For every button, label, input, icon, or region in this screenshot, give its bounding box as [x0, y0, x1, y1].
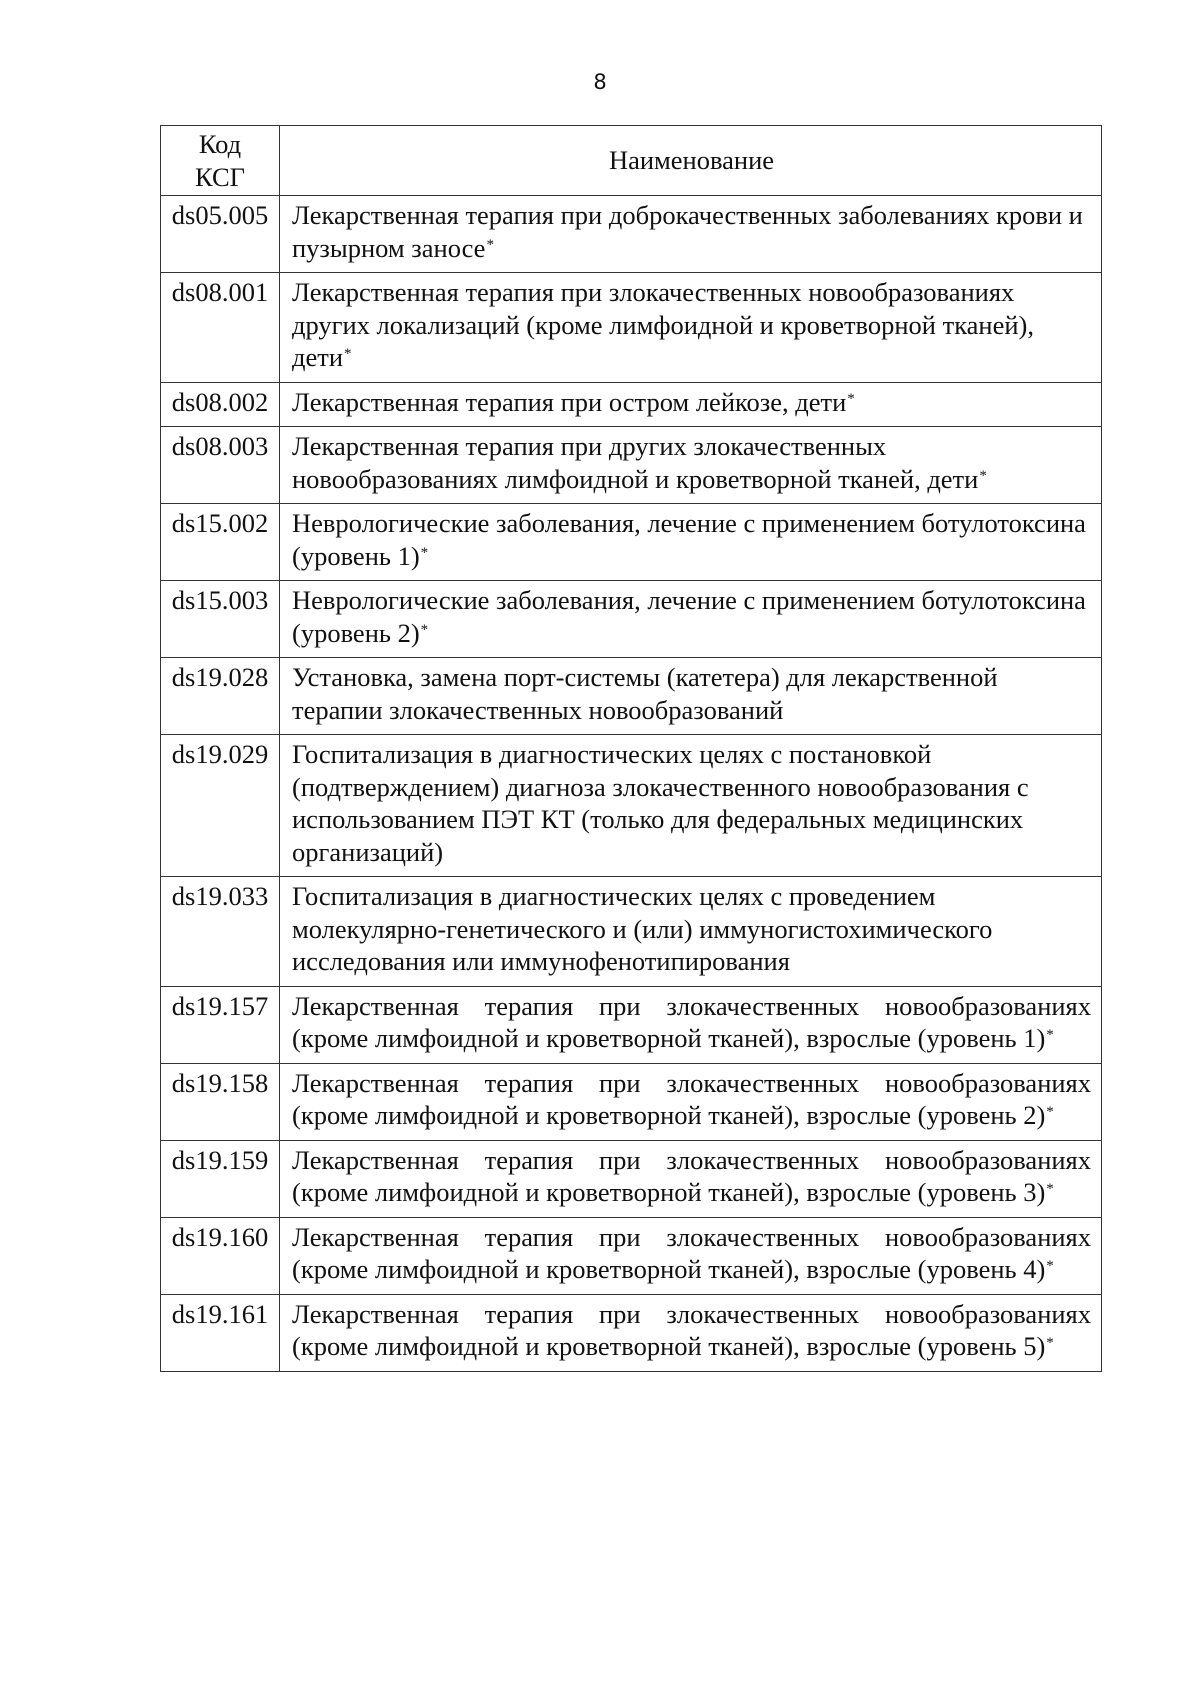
ksg-name-text: Госпитализация в диагностических целях с постановкой (подтверждением) диагноза злокачественного новообразования с использованием ПЭТ КТ (только для федеральных медицинских организаций)	[292, 739, 1029, 867]
ksg-name-text: Лекарственная терапия при остром лейкозе, дети	[292, 386, 847, 417]
footnote-asterisk: *	[486, 236, 494, 253]
ksg-name-text: Лекарственная терапия при доброкачественных заболеваниях крови и пузырном заносе	[292, 200, 1083, 263]
ksg-name-text: Лекарственная терапия при злокачественных новообразованиях (кроме лимфоидной и кроветворной тканей), взрослые (уровень 3)	[292, 1144, 1091, 1207]
ksg-name-text: Лекарственная терапия при злокачественных новообразованиях (кроме лимфоидной и кроветворной тканей), взрослые (уровень 2)	[292, 1067, 1091, 1130]
ksg-name-text: Лекарственная терапия при злокачественных новообразованиях (кроме лимфоидной и кроветворной тканей), взрослые (уровень 1)	[292, 990, 1091, 1053]
ksg-code-cell: ds15.002	[161, 504, 280, 581]
ksg-name-cell	[280, 581, 1102, 658]
table-row	[161, 658, 1102, 735]
table-row	[161, 986, 1102, 1063]
header-name-label: Наименование	[608, 145, 775, 176]
ksg-name-cell	[280, 1063, 1102, 1140]
ksg-code-cell: ds08.002	[161, 382, 280, 427]
table-row	[161, 382, 1102, 427]
header-name-cell	[280, 126, 1102, 196]
ksg-name-text: Лекарственная терапия при злокачественных новообразованиях (кроме лимфоидной и кроветворной тканей), взрослые (уровень 4)	[292, 1221, 1091, 1284]
ksg-code-cell: ds19.157	[161, 986, 280, 1063]
ksg-name-text: Неврологические заболевания, лечение с применением ботулотоксина (уровень 1)	[292, 508, 1086, 571]
footnote-asterisk: *	[1046, 1104, 1054, 1120]
ksg-name-cell	[280, 1294, 1102, 1371]
table-row	[161, 1217, 1102, 1294]
footnote-asterisk: *	[344, 346, 352, 362]
ksg-name-text: Лекарственная терапия при других злокачественных новообразованиях лимфоидной и кроветворной тканей, дети	[292, 431, 979, 494]
ksg-name-cell	[280, 504, 1102, 581]
table-row	[161, 196, 1102, 273]
ksg-code-cell: ds19.160	[161, 1217, 280, 1294]
table-row	[161, 735, 1102, 877]
ksg-name-cell	[280, 196, 1102, 273]
footnote-asterisk: *	[420, 544, 429, 561]
footnote-asterisk: *	[1046, 1181, 1054, 1197]
footnote-asterisk: *	[1046, 1258, 1054, 1274]
table-row	[161, 877, 1102, 987]
table-row	[161, 1294, 1102, 1371]
ksg-name-cell	[280, 877, 1102, 987]
table-row	[161, 581, 1102, 658]
ksg-name-text: Лекарственная терапия при злокачественных новообразованиях других локализаций (кроме лимфоидной и кроветворной тканей), дети	[292, 277, 1034, 372]
ksg-name-cell	[280, 735, 1102, 877]
table-row	[161, 504, 1102, 581]
ksg-table	[160, 125, 1102, 1372]
page-number: 8	[593, 70, 607, 94]
ksg-code-cell: ds19.159	[161, 1140, 280, 1217]
ksg-code-cell: ds19.158	[161, 1063, 280, 1140]
ksg-name-cell	[280, 273, 1102, 383]
ksg-name-cell	[280, 427, 1102, 504]
ksg-name-text: Лекарственная терапия при злокачественных новообразованиях (кроме лимфоидной и кроветворной тканей), взрослые (уровень 5)	[292, 1298, 1091, 1361]
ksg-code-cell: ds19.033	[161, 877, 280, 987]
ksg-name-text: Госпитализация в диагностических целях с проведением молекулярно-генетического и (или) иммуногистохимического исследования или иммунофенотипирования	[292, 881, 993, 976]
footnote-asterisk: *	[1046, 1335, 1054, 1351]
header-code-line-2: КСГ	[194, 161, 245, 192]
ksg-name-cell	[280, 1217, 1102, 1294]
header-code-cell	[161, 126, 280, 196]
footnote-asterisk: *	[847, 390, 855, 407]
ksg-name-cell	[280, 658, 1102, 735]
ksg-name-cell	[280, 382, 1102, 427]
footnote-asterisk: *	[420, 621, 429, 638]
ksg-name-cell	[280, 1140, 1102, 1217]
footnote-asterisk: *	[979, 467, 987, 484]
ksg-table-body	[161, 126, 1102, 1372]
ksg-code-cell: ds19.161	[161, 1294, 280, 1371]
table-row	[161, 273, 1102, 383]
footnote-asterisk: *	[1046, 1027, 1054, 1043]
ksg-code-cell: ds08.003	[161, 427, 280, 504]
table-header-row	[161, 126, 1102, 196]
table-row	[161, 427, 1102, 504]
ksg-code-cell: ds08.001	[161, 273, 280, 383]
ksg-code-cell: ds15.003	[161, 581, 280, 658]
ksg-code-cell: ds19.028	[161, 658, 280, 735]
ksg-code-cell: ds19.029	[161, 735, 280, 877]
ksg-name-text: Неврологические заболевания, лечение с применением ботулотоксина (уровень 2)	[292, 585, 1086, 648]
ksg-code-cell: ds05.005	[161, 196, 280, 273]
table-row	[161, 1063, 1102, 1140]
header-code-line-1: Код	[198, 129, 242, 159]
table-row	[161, 1140, 1102, 1217]
ksg-name-text: Установка, замена порт-системы (катетера) для лекарственной терапии злокачественных новообразований	[292, 662, 998, 725]
ksg-name-cell	[280, 986, 1102, 1063]
